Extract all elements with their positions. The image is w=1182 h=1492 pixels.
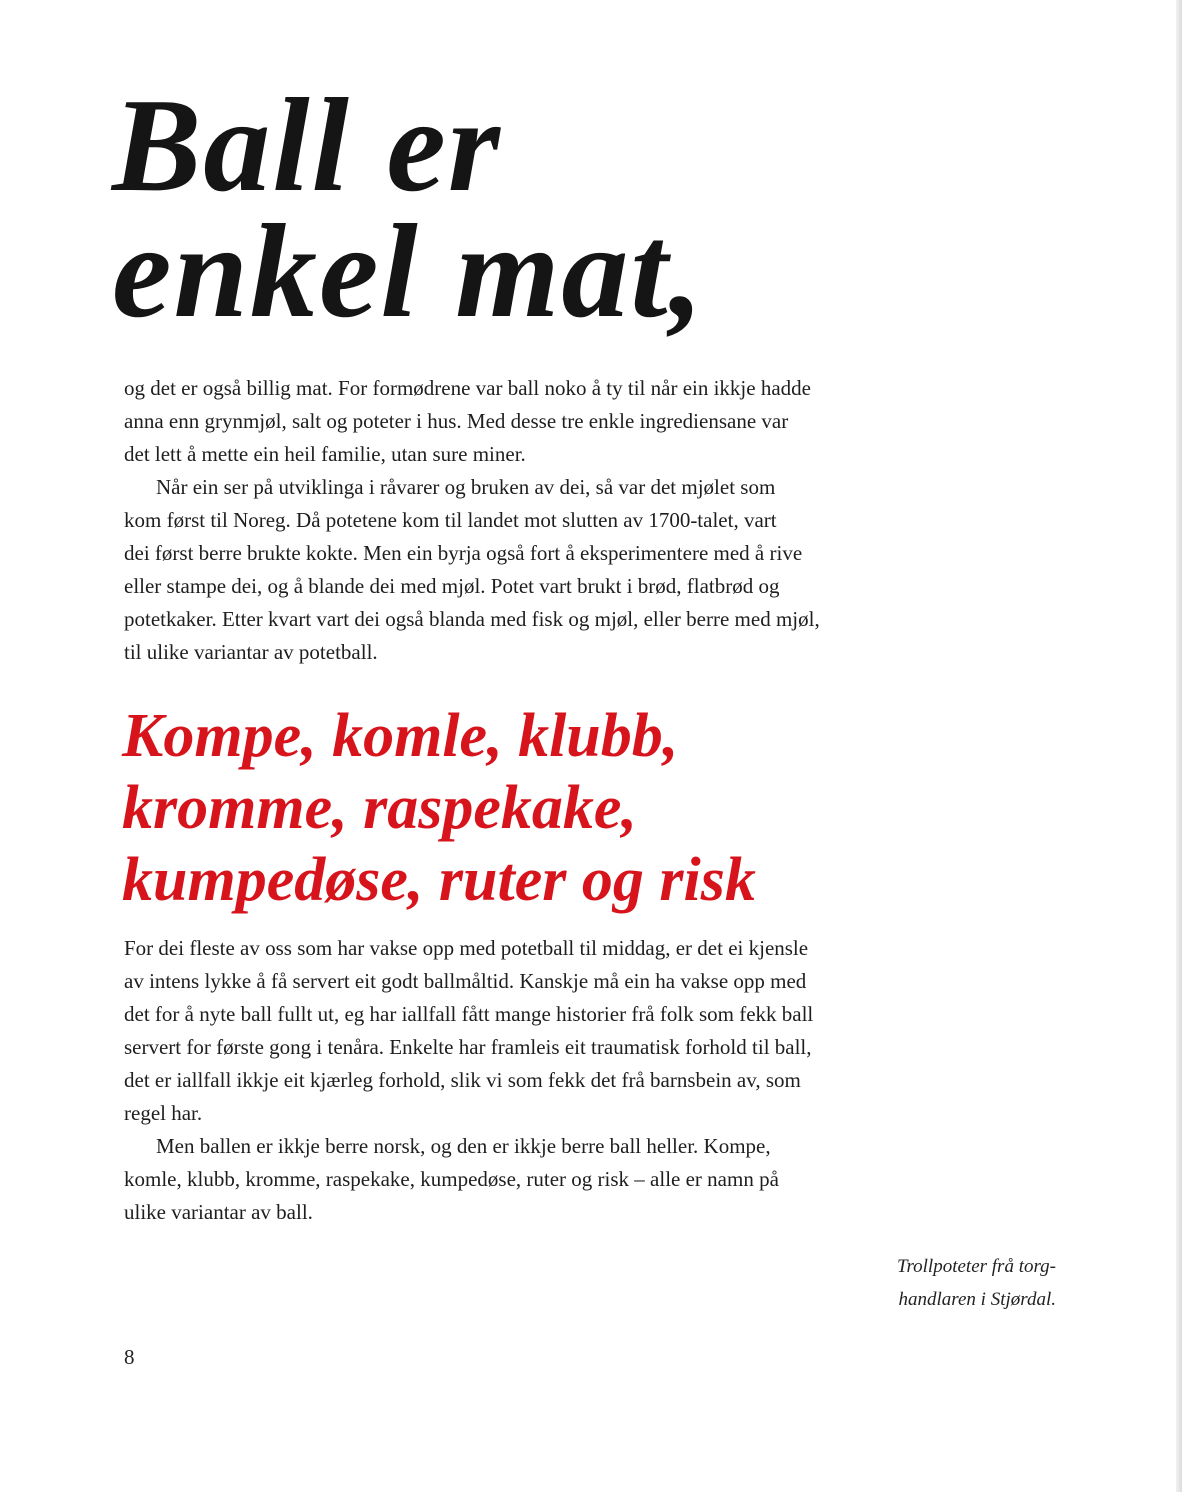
main-paragraph-1-line-5: det er iallfall ikkje eit kjærleg forhold, slik vi som fekk det frå barnsbein av, som <box>124 1068 801 1092</box>
intro-paragraph-1-line-2: anna enn grynmjøl, salt og poteter i hus. Med desse tre enkle ingrediensane var <box>124 409 789 433</box>
title-line-1: Ball er <box>112 71 502 219</box>
page-number: 8 <box>124 1345 135 1369</box>
main-paragraph-2-line-2: komle, klubb, kromme, raspekake, kumpedøse, ruter og risk – alle er namn på <box>124 1167 779 1191</box>
main-paragraph-2-line-1: Men ballen er ikkje berre norsk, og den er ikkje berre ball heller. Kompe, <box>156 1134 771 1158</box>
main-paragraph-2-line-3: ulike variantar av ball. <box>124 1200 313 1224</box>
page-title <box>112 71 706 345</box>
intro-paragraph-1-line-3: det lett å mette ein heil familie, utan sure miner. <box>124 442 526 466</box>
intro-paragraph-2-line-6: til ulike variantar av potetball. <box>124 640 378 664</box>
main-paragraph-1-line-2: av intens lykke å få servert eit godt ballmåltid. Kanskje må ein ha vakse opp med <box>124 969 807 993</box>
intro-text-block <box>124 372 824 669</box>
main-paragraph-1-line-1: For dei fleste av oss som har vakse opp med potetball til middag, er det ei kjensle <box>124 936 809 960</box>
subheading-line-2: kromme, raspekake, <box>122 774 637 842</box>
intro-paragraph-2-line-1: Når ein ser på utviklinga i råvarer og bruken av dei, så var det mjølet som <box>156 475 776 499</box>
page-edge-shadow <box>1176 0 1182 1492</box>
intro-paragraph-2-line-3: dei først berre brukte kokte. Men ein byrja også fort å eksperimentere med å rive <box>124 541 803 565</box>
intro-paragraph-2-line-5: potetkaker. Etter kvart vart dei også blanda med fisk og mjøl, eller berre med mjøl, <box>124 607 820 631</box>
caption-line-1: Trollpoteter frå torg- <box>896 1256 1056 1277</box>
subheading-line-1: Kompe, komle, klubb, <box>122 702 679 770</box>
caption-line-2: handlaren i Stjørdal. <box>898 1289 1056 1310</box>
main-paragraph-1-line-6: regel har. <box>124 1101 203 1125</box>
intro-paragraph-2-line-4: eller stampe dei, og å blande dei med mjøl. Potet vart brukt i brød, flatbrød og <box>124 574 780 598</box>
photo-caption <box>897 1250 1056 1316</box>
main-paragraph-1-line-3: det for å nyte ball fullt ut, eg har iallfall fått mange historier frå folk som fekk ball <box>124 1002 814 1026</box>
subheading-line-3: kumpedøse, ruter og risk <box>122 846 756 914</box>
intro-paragraph-2-line-2: kom først til Noreg. Då potetene kom til landet mot slutten av 1700-talet, vart <box>124 508 777 532</box>
main-paragraph-1-line-4: servert for første gong i tenåra. Enkelte har framleis eit traumatisk forhold til ball, <box>124 1035 812 1059</box>
intro-paragraph-1-line-1: og det er også billig mat. For formødrene var ball noko å ty til når ein ikkje hadde <box>124 376 811 400</box>
title-line-2: enkel mat, <box>112 197 706 345</box>
section-subheading <box>122 700 756 916</box>
main-text-block <box>124 932 824 1229</box>
